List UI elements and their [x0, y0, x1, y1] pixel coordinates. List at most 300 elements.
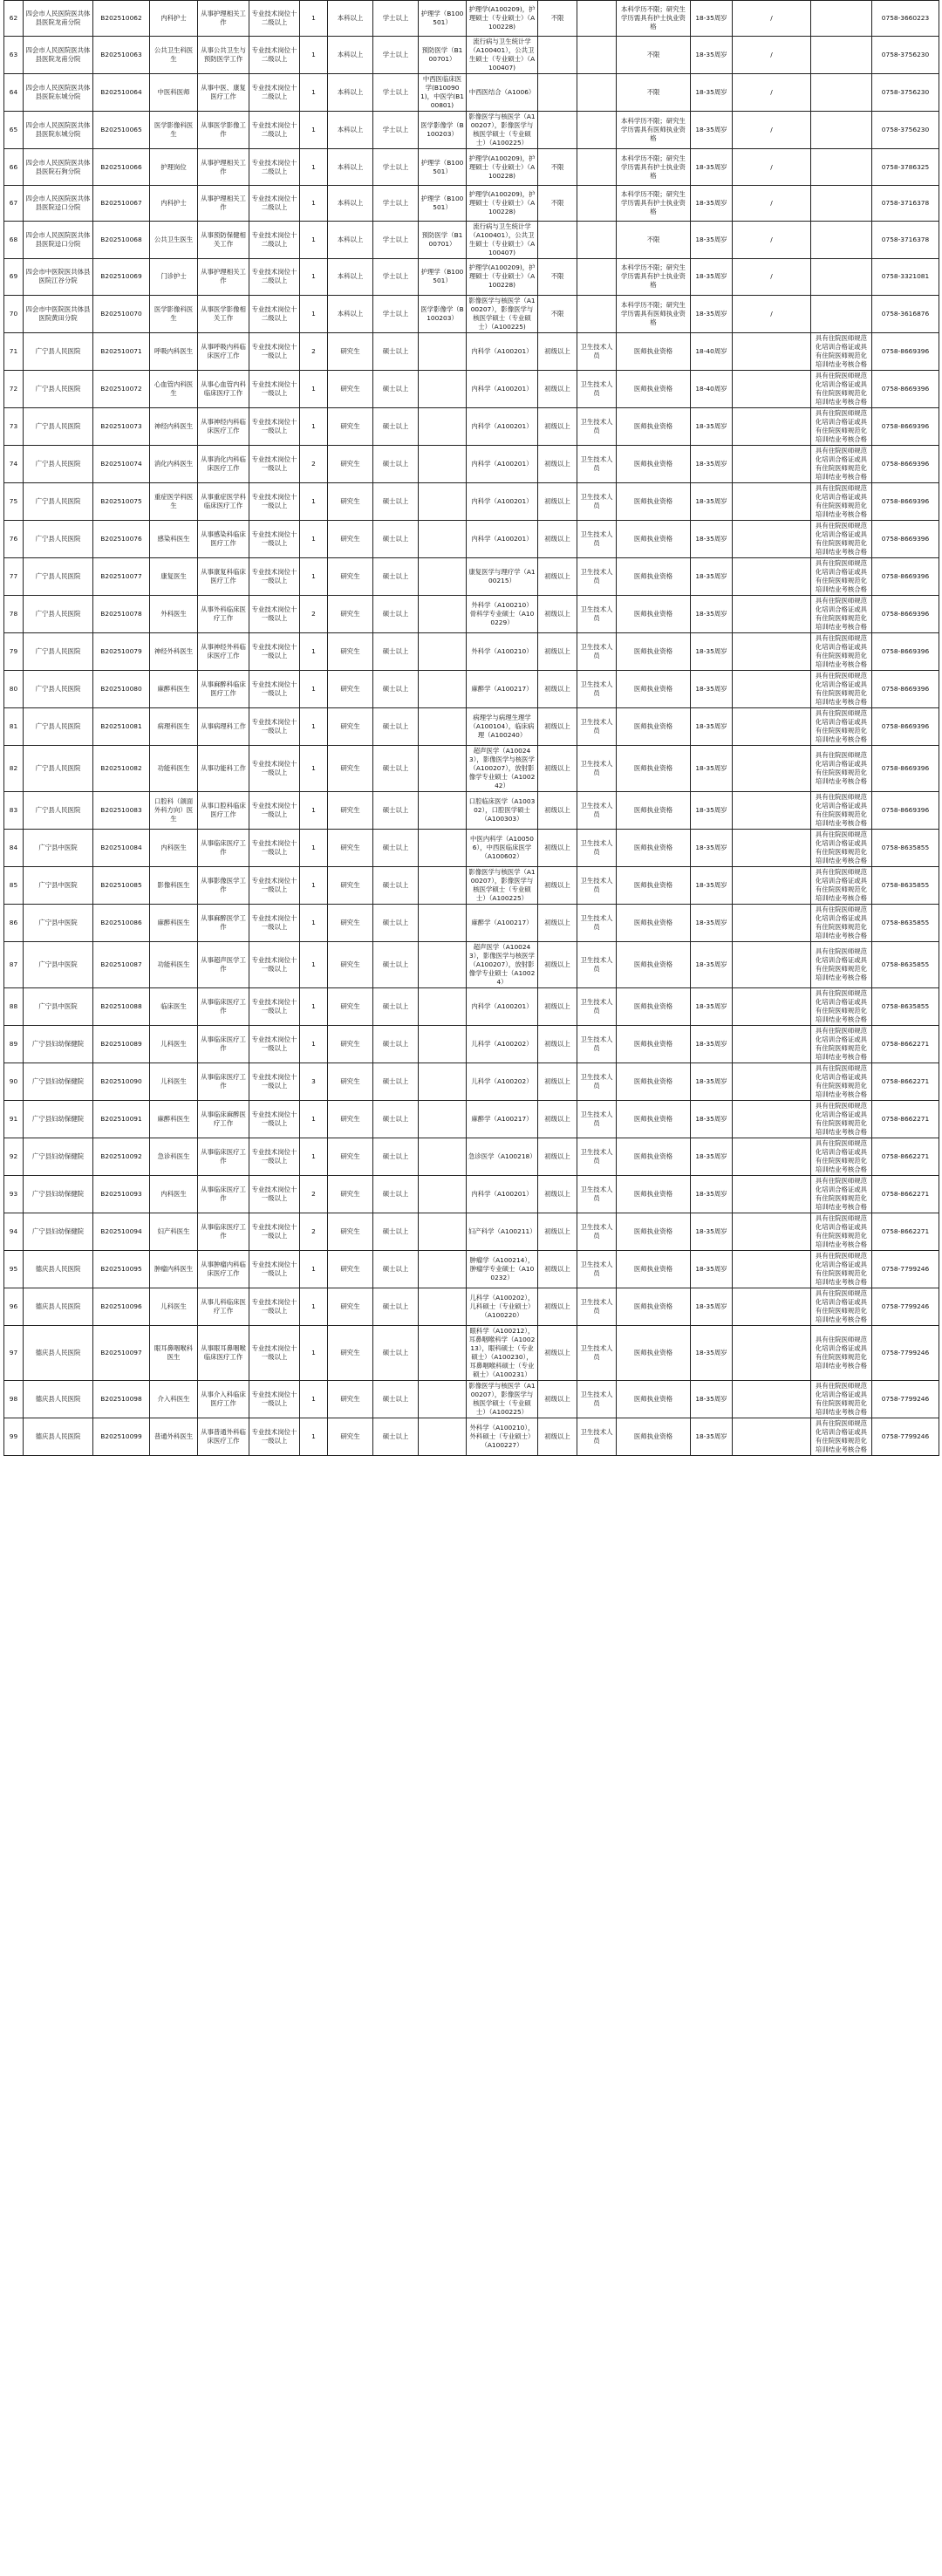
- staff-category-cell: 卫生技术人员: [577, 987, 617, 1025]
- postgrad-major-cell: 儿科学（A100202），儿科硕士（专业硕士）（A100220）: [467, 1288, 538, 1325]
- unit-name-cell: 广宁县人民医院: [24, 707, 93, 745]
- hire-count-cell: 1: [300, 185, 328, 221]
- extra-condition-cell: [811, 149, 872, 185]
- staff-category-cell: [577, 222, 617, 259]
- undergrad-major-cell: [419, 595, 467, 632]
- degree-cell: 学士以上: [373, 185, 419, 221]
- undergrad-major-cell: [419, 632, 467, 670]
- extra-condition-cell: 具有住院医师规范化培训合格证或具有住院医师规范化培训结业考核合格: [811, 941, 872, 987]
- row-number-cell: 99: [4, 1418, 24, 1455]
- undergrad-major-cell: [419, 987, 467, 1025]
- post-code-cell: B202510086: [93, 904, 150, 941]
- hire-count-cell: 1: [300, 1138, 328, 1175]
- postgrad-major-cell: 眼科学（A100212），耳鼻咽喉科学（A100213），眼科硕士（专业硕士）（A100230），耳鼻咽喉科硕士（专业硕士）（A100231）: [467, 1325, 538, 1380]
- age-requirement-cell: 18-35周岁: [691, 1213, 733, 1250]
- degree-cell: 硕士以上: [373, 707, 419, 745]
- postgrad-major-cell: 麻醉学（A100217）: [467, 670, 538, 707]
- extra-condition-cell: [811, 37, 872, 74]
- extra-condition-cell: 具有住院医师规范化培训合格证或具有住院医师规范化培训结业考核合格: [811, 595, 872, 632]
- other-requirement-cell: 医师执业资格: [617, 1250, 691, 1288]
- undergrad-major-cell: 医学影像学（B100203）: [419, 295, 467, 332]
- post-code-cell: B202510087: [93, 941, 150, 987]
- post-type-cell: 专业技术岗位十一级以上: [249, 904, 300, 941]
- post-description-cell: 从事康复科临床医疗工作: [198, 557, 249, 595]
- unit-name-cell: 德庆县人民医院: [24, 1250, 93, 1288]
- postgrad-major-cell: 影像医学与核医学（A100207），影像医学与核医学硕士（专业硕士）（A100225）: [467, 112, 538, 149]
- undergrad-major-cell: [419, 866, 467, 904]
- education-cell: 研究生: [328, 707, 373, 745]
- degree-cell: 学士以上: [373, 259, 419, 295]
- degree-cell: 硕士以上: [373, 866, 419, 904]
- degree-cell: 硕士以上: [373, 1325, 419, 1380]
- post-name-cell: 临床医生: [150, 987, 198, 1025]
- post-description-cell: 从事呼吸内科临床医疗工作: [198, 332, 249, 370]
- post-name-cell: 医学影像科医生: [150, 112, 198, 149]
- post-name-cell: 外科医生: [150, 595, 198, 632]
- staff-category-cell: 卫生技术人员: [577, 445, 617, 482]
- degree-cell: 硕士以上: [373, 595, 419, 632]
- other-requirement-cell: 医师执业资格: [617, 632, 691, 670]
- post-code-cell: B202510066: [93, 149, 150, 185]
- postgrad-major-cell: 麻醉学（A100217）: [467, 1100, 538, 1138]
- unit-name-cell: 广宁县人民医院: [24, 632, 93, 670]
- title-requirement-cell: 初级以上: [538, 941, 577, 987]
- remark-cell: [733, 595, 811, 632]
- degree-cell: 硕士以上: [373, 829, 419, 866]
- education-cell: 研究生: [328, 1138, 373, 1175]
- title-requirement-cell: 初级以上: [538, 1025, 577, 1063]
- row-number-cell: 70: [4, 295, 24, 332]
- post-name-cell: 麻醉科医生: [150, 1100, 198, 1138]
- remark-cell: /: [733, 295, 811, 332]
- other-requirement-cell: 医师执业资格: [617, 332, 691, 370]
- postgrad-major-cell: 超声医学（A100243），影像医学与核医学（A100207），放射影像学专业硕士（A100242）: [467, 745, 538, 791]
- post-name-cell: 功能科医生: [150, 941, 198, 987]
- degree-cell: 硕士以上: [373, 1175, 419, 1213]
- contact-phone-cell: 0758-8635855: [872, 829, 939, 866]
- education-cell: 研究生: [328, 520, 373, 557]
- education-cell: 研究生: [328, 1380, 373, 1418]
- post-name-cell: 神经内科医生: [150, 407, 198, 445]
- other-requirement-cell: 医师执业资格: [617, 866, 691, 904]
- degree-cell: 硕士以上: [373, 904, 419, 941]
- degree-cell: 学士以上: [373, 295, 419, 332]
- hire-count-cell: 1: [300, 74, 328, 112]
- undergrad-major-cell: [419, 791, 467, 829]
- post-code-cell: B202510077: [93, 557, 150, 595]
- contact-phone-cell: 0758-8662271: [872, 1063, 939, 1100]
- postgrad-major-cell: 外科学（A100210）: [467, 632, 538, 670]
- remark-cell: [733, 1418, 811, 1455]
- row-number-cell: 95: [4, 1250, 24, 1288]
- education-cell: 研究生: [328, 557, 373, 595]
- remark-cell: [733, 1288, 811, 1325]
- post-type-cell: 专业技术岗位十一级以上: [249, 866, 300, 904]
- unit-name-cell: 四会市人民医院医共体县医院迳口分院: [24, 222, 93, 259]
- other-requirement-cell: 本科学历不限；研究生学历需具有医师执业资格: [617, 295, 691, 332]
- extra-condition-cell: 具有住院医师规范化培训合格证或具有住院医师规范化培训结业考核合格: [811, 745, 872, 791]
- other-requirement-cell: 医师执业资格: [617, 370, 691, 407]
- unit-name-cell: 广宁县人民医院: [24, 445, 93, 482]
- undergrad-major-cell: [419, 670, 467, 707]
- row-number-cell: 66: [4, 149, 24, 185]
- postgrad-major-cell: 影像医学与核医学（A100207），影像医学与核医学硕士（专业硕士）（A100225）: [467, 866, 538, 904]
- post-code-cell: B202510088: [93, 987, 150, 1025]
- post-name-cell: 功能科医生: [150, 745, 198, 791]
- remark-cell: [733, 829, 811, 866]
- other-requirement-cell: 医师执业资格: [617, 987, 691, 1025]
- education-cell: 研究生: [328, 1025, 373, 1063]
- age-requirement-cell: 18-40周岁: [691, 370, 733, 407]
- unit-name-cell: 广宁县中医院: [24, 829, 93, 866]
- post-description-cell: 从事临床医疗工作: [198, 1175, 249, 1213]
- extra-condition-cell: 具有住院医师规范化培训合格证或具有住院医师规范化培训结业考核合格: [811, 445, 872, 482]
- title-requirement-cell: 初级以上: [538, 1138, 577, 1175]
- staff-category-cell: 卫生技术人员: [577, 370, 617, 407]
- post-type-cell: 专业技术岗位十一级以上: [249, 557, 300, 595]
- post-name-cell: 病理科医生: [150, 707, 198, 745]
- post-name-cell: 内科医生: [150, 1175, 198, 1213]
- contact-phone-cell: 0758-3756230: [872, 74, 939, 112]
- post-type-cell: 专业技术岗位十一级以上: [249, 987, 300, 1025]
- education-cell: 本科以上: [328, 74, 373, 112]
- table-row: [4, 1213, 939, 1250]
- post-code-cell: B202510096: [93, 1288, 150, 1325]
- other-requirement-cell: 医师执业资格: [617, 791, 691, 829]
- postgrad-major-cell: 外科学（A100210）骨科学专业硕士（A100229）: [467, 595, 538, 632]
- unit-name-cell: 四会市中医院医共体县医院江谷分院: [24, 259, 93, 295]
- title-requirement-cell: [538, 74, 577, 112]
- contact-phone-cell: 0758-8662271: [872, 1213, 939, 1250]
- title-requirement-cell: 初级以上: [538, 332, 577, 370]
- table-row: [4, 1250, 939, 1288]
- contact-phone-cell: 0758-7799246: [872, 1325, 939, 1380]
- postgrad-major-cell: 儿科学（A100202）: [467, 1025, 538, 1063]
- degree-cell: 硕士以上: [373, 941, 419, 987]
- postgrad-major-cell: 康复医学与理疗学（A100215）: [467, 557, 538, 595]
- postgrad-major-cell: 内科学（A100201）: [467, 1175, 538, 1213]
- post-code-cell: B202510095: [93, 1250, 150, 1288]
- remark-cell: [733, 1250, 811, 1288]
- post-description-cell: 从事麻醉科临床医疗工作: [198, 670, 249, 707]
- post-name-cell: 麻醉科医生: [150, 904, 198, 941]
- postgrad-major-cell: 麻醉学（A100217）: [467, 904, 538, 941]
- post-name-cell: 口腔科（颌面外科方向）医生: [150, 791, 198, 829]
- post-description-cell: 从事眼耳鼻咽喉临床医疗工作: [198, 1325, 249, 1380]
- post-description-cell: 从事医学影像工作: [198, 112, 249, 149]
- age-requirement-cell: 18-35周岁: [691, 557, 733, 595]
- post-code-cell: B202510062: [93, 1, 150, 37]
- table-row: [4, 482, 939, 520]
- undergrad-major-cell: [419, 1213, 467, 1250]
- row-number-cell: 72: [4, 370, 24, 407]
- hire-count-cell: 2: [300, 445, 328, 482]
- unit-name-cell: 广宁县中医院: [24, 941, 93, 987]
- unit-name-cell: 广宁县人民医院: [24, 745, 93, 791]
- contact-phone-cell: 0758-3716378: [872, 222, 939, 259]
- extra-condition-cell: 具有住院医师规范化培训合格证或具有住院医师规范化培训结业考核合格: [811, 829, 872, 866]
- other-requirement-cell: 不限: [617, 74, 691, 112]
- row-number-cell: 76: [4, 520, 24, 557]
- contact-phone-cell: 0758-8669396: [872, 707, 939, 745]
- degree-cell: 硕士以上: [373, 1380, 419, 1418]
- hire-count-cell: 1: [300, 112, 328, 149]
- education-cell: 研究生: [328, 670, 373, 707]
- age-requirement-cell: 18-35周岁: [691, 37, 733, 74]
- post-description-cell: 从事介入科临床医疗工作: [198, 1380, 249, 1418]
- contact-phone-cell: 0758-8669396: [872, 632, 939, 670]
- post-type-cell: 专业技术岗位十一级以上: [249, 1063, 300, 1100]
- contact-phone-cell: 0758-8669396: [872, 445, 939, 482]
- post-name-cell: 麻醉科医生: [150, 670, 198, 707]
- remark-cell: [733, 482, 811, 520]
- hire-count-cell: 1: [300, 941, 328, 987]
- hire-count-cell: 2: [300, 1175, 328, 1213]
- remark-cell: [733, 520, 811, 557]
- remark-cell: [733, 370, 811, 407]
- post-code-cell: B202510065: [93, 112, 150, 149]
- remark-cell: /: [733, 259, 811, 295]
- post-description-cell: 从事护理相关工作: [198, 259, 249, 295]
- post-name-cell: 肿瘤内科医生: [150, 1250, 198, 1288]
- education-cell: 研究生: [328, 904, 373, 941]
- remark-cell: [733, 332, 811, 370]
- title-requirement-cell: [538, 222, 577, 259]
- post-description-cell: 从事口腔科临床医疗工作: [198, 791, 249, 829]
- post-name-cell: 儿科医生: [150, 1288, 198, 1325]
- extra-condition-cell: 具有住院医师规范化培训合格证或具有住院医师规范化培训结业考核合格: [811, 1063, 872, 1100]
- hire-count-cell: 1: [300, 1418, 328, 1455]
- age-requirement-cell: 18-35周岁: [691, 149, 733, 185]
- unit-name-cell: 德庆县人民医院: [24, 1288, 93, 1325]
- contact-phone-cell: 0758-8669396: [872, 791, 939, 829]
- post-code-cell: B202510064: [93, 74, 150, 112]
- hire-count-cell: 2: [300, 595, 328, 632]
- degree-cell: 硕士以上: [373, 445, 419, 482]
- age-requirement-cell: 18-35周岁: [691, 670, 733, 707]
- postgrad-major-cell: 妇产科学（A100211）: [467, 1213, 538, 1250]
- hire-count-cell: 1: [300, 259, 328, 295]
- post-type-cell: 专业技术岗位十二级以上: [249, 74, 300, 112]
- age-requirement-cell: 18-35周岁: [691, 259, 733, 295]
- education-cell: 研究生: [328, 445, 373, 482]
- row-number-cell: 69: [4, 259, 24, 295]
- post-type-cell: 专业技术岗位十一级以上: [249, 791, 300, 829]
- undergrad-major-cell: [419, 707, 467, 745]
- other-requirement-cell: 医师执业资格: [617, 1100, 691, 1138]
- contact-phone-cell: 0758-8669396: [872, 482, 939, 520]
- undergrad-major-cell: 护理学（B100501）: [419, 259, 467, 295]
- post-name-cell: 介入科医生: [150, 1380, 198, 1418]
- education-cell: 本科以上: [328, 259, 373, 295]
- unit-name-cell: 广宁县人民医院: [24, 407, 93, 445]
- post-description-cell: 从事外科临床医疗工作: [198, 595, 249, 632]
- degree-cell: 学士以上: [373, 149, 419, 185]
- extra-condition-cell: 具有住院医师规范化培训合格证或具有住院医师规范化培训结业考核合格: [811, 866, 872, 904]
- post-type-cell: 专业技术岗位十一级以上: [249, 1025, 300, 1063]
- unit-name-cell: 四会市人民医院医共体县医院龙甫分院: [24, 37, 93, 74]
- education-cell: 本科以上: [328, 37, 373, 74]
- post-type-cell: 专业技术岗位十一级以上: [249, 1100, 300, 1138]
- post-description-cell: 从事护理相关工作: [198, 149, 249, 185]
- row-number-cell: 71: [4, 332, 24, 370]
- unit-name-cell: 四会市人民医院医共体县医院迳口分院: [24, 185, 93, 221]
- age-requirement-cell: 18-35周岁: [691, 520, 733, 557]
- hire-count-cell: 1: [300, 829, 328, 866]
- extra-condition-cell: 具有住院医师规范化培训合格证或具有住院医师规范化培训结业考核合格: [811, 370, 872, 407]
- age-requirement-cell: 18-35周岁: [691, 1175, 733, 1213]
- contact-phone-cell: 0758-8669396: [872, 370, 939, 407]
- table-row: [4, 1100, 939, 1138]
- other-requirement-cell: 医师执业资格: [617, 1380, 691, 1418]
- contact-phone-cell: 0758-8669396: [872, 557, 939, 595]
- post-name-cell: 神经外科医生: [150, 632, 198, 670]
- hire-count-cell: 1: [300, 707, 328, 745]
- post-name-cell: 眼耳鼻咽喉科医生: [150, 1325, 198, 1380]
- education-cell: 研究生: [328, 829, 373, 866]
- age-requirement-cell: 18-35周岁: [691, 707, 733, 745]
- other-requirement-cell: 医师执业资格: [617, 407, 691, 445]
- title-requirement-cell: 不限: [538, 259, 577, 295]
- hire-count-cell: 1: [300, 866, 328, 904]
- post-type-cell: 专业技术岗位十一级以上: [249, 632, 300, 670]
- row-number-cell: 64: [4, 74, 24, 112]
- contact-phone-cell: 0758-7799246: [872, 1288, 939, 1325]
- other-requirement-cell: 医师执业资格: [617, 904, 691, 941]
- postgrad-major-cell: 护理学(A100209)，护理硕士（专业硕士）（A100228): [467, 259, 538, 295]
- title-requirement-cell: [538, 112, 577, 149]
- post-code-cell: B202510081: [93, 707, 150, 745]
- unit-name-cell: 四会市人民医院医共体县医院龙甫分院: [24, 1, 93, 37]
- table-row: [4, 987, 939, 1025]
- age-requirement-cell: 18-35周岁: [691, 1138, 733, 1175]
- hire-count-cell: 1: [300, 987, 328, 1025]
- contact-phone-cell: 0758-3321081: [872, 259, 939, 295]
- row-number-cell: 98: [4, 1380, 24, 1418]
- staff-category-cell: 卫生技术人员: [577, 670, 617, 707]
- hire-count-cell: 1: [300, 1288, 328, 1325]
- title-requirement-cell: 不限: [538, 1, 577, 37]
- row-number-cell: 78: [4, 595, 24, 632]
- title-requirement-cell: 初级以上: [538, 445, 577, 482]
- postgrad-major-cell: 内科学（A100201）: [467, 520, 538, 557]
- education-cell: 研究生: [328, 1288, 373, 1325]
- staff-category-cell: 卫生技术人员: [577, 1138, 617, 1175]
- degree-cell: 硕士以上: [373, 332, 419, 370]
- remark-cell: [733, 1100, 811, 1138]
- post-type-cell: 专业技术岗位十一级以上: [249, 1175, 300, 1213]
- other-requirement-cell: 本科学历不限；研究生学历需具有护士执业资格: [617, 1, 691, 37]
- staff-category-cell: [577, 1, 617, 37]
- remark-cell: [733, 1063, 811, 1100]
- remark-cell: /: [733, 74, 811, 112]
- table-row: [4, 295, 939, 332]
- age-requirement-cell: 18-35周岁: [691, 185, 733, 221]
- row-number-cell: 96: [4, 1288, 24, 1325]
- table-row: [4, 1380, 939, 1418]
- degree-cell: 硕士以上: [373, 370, 419, 407]
- education-cell: 研究生: [328, 1418, 373, 1455]
- table-row: [4, 557, 939, 595]
- staff-category-cell: [577, 259, 617, 295]
- extra-condition-cell: 具有住院医师规范化培训合格证或具有住院医师规范化培训结业考核合格: [811, 670, 872, 707]
- post-name-cell: 心血管内科医生: [150, 370, 198, 407]
- remark-cell: [733, 670, 811, 707]
- other-requirement-cell: 医师执业资格: [617, 1063, 691, 1100]
- post-type-cell: 专业技术岗位十一级以上: [249, 1418, 300, 1455]
- other-requirement-cell: 医师执业资格: [617, 707, 691, 745]
- unit-name-cell: 广宁县人民医院: [24, 332, 93, 370]
- row-number-cell: 92: [4, 1138, 24, 1175]
- unit-name-cell: 德庆县人民医院: [24, 1325, 93, 1380]
- post-name-cell: 康复医生: [150, 557, 198, 595]
- undergrad-major-cell: [419, 904, 467, 941]
- post-name-cell: 重症医学科医生: [150, 482, 198, 520]
- unit-name-cell: 广宁县人民医院: [24, 595, 93, 632]
- recruitment-table: [3, 0, 939, 1456]
- other-requirement-cell: 医师执业资格: [617, 557, 691, 595]
- education-cell: 研究生: [328, 370, 373, 407]
- other-requirement-cell: 医师执业资格: [617, 1175, 691, 1213]
- education-cell: 本科以上: [328, 1, 373, 37]
- remark-cell: [733, 904, 811, 941]
- extra-condition-cell: 具有住院医师规范化培训合格证或具有住院医师规范化培训结业考核合格: [811, 1025, 872, 1063]
- education-cell: 研究生: [328, 1175, 373, 1213]
- age-requirement-cell: 18-35周岁: [691, 1100, 733, 1138]
- post-type-cell: 专业技术岗位十二级以上: [249, 37, 300, 74]
- post-description-cell: 从事临床医疗工作: [198, 829, 249, 866]
- hire-count-cell: 1: [300, 745, 328, 791]
- undergrad-major-cell: [419, 445, 467, 482]
- post-name-cell: 内科医生: [150, 829, 198, 866]
- post-name-cell: 内科护士: [150, 1, 198, 37]
- degree-cell: 学士以上: [373, 37, 419, 74]
- extra-condition-cell: 具有住院医师规范化培训合格证或具有住院医师规范化培训结业考核合格: [811, 1380, 872, 1418]
- hire-count-cell: 1: [300, 222, 328, 259]
- staff-category-cell: 卫生技术人员: [577, 520, 617, 557]
- row-number-cell: 68: [4, 222, 24, 259]
- education-cell: 研究生: [328, 407, 373, 445]
- education-cell: 研究生: [328, 1063, 373, 1100]
- staff-category-cell: 卫生技术人员: [577, 332, 617, 370]
- remark-cell: /: [733, 1, 811, 37]
- other-requirement-cell: 医师执业资格: [617, 1213, 691, 1250]
- post-name-cell: 公共卫生医生: [150, 222, 198, 259]
- education-cell: 研究生: [328, 987, 373, 1025]
- other-requirement-cell: 医师执业资格: [617, 1288, 691, 1325]
- education-cell: 本科以上: [328, 295, 373, 332]
- staff-category-cell: [577, 37, 617, 74]
- undergrad-major-cell: [419, 332, 467, 370]
- unit-name-cell: 广宁县人民医院: [24, 520, 93, 557]
- undergrad-major-cell: [419, 482, 467, 520]
- unit-name-cell: 广宁县中医院: [24, 987, 93, 1025]
- table-row: [4, 1288, 939, 1325]
- post-code-cell: B202510071: [93, 332, 150, 370]
- unit-name-cell: 广宁县人民医院: [24, 557, 93, 595]
- age-requirement-cell: 18-35周岁: [691, 445, 733, 482]
- table-row: [4, 670, 939, 707]
- contact-phone-cell: 0758-8662271: [872, 1100, 939, 1138]
- unit-name-cell: 广宁县妇幼保健院: [24, 1100, 93, 1138]
- row-number-cell: 83: [4, 791, 24, 829]
- staff-category-cell: [577, 112, 617, 149]
- extra-condition-cell: [811, 1, 872, 37]
- degree-cell: 学士以上: [373, 74, 419, 112]
- post-type-cell: 专业技术岗位十一级以上: [249, 482, 300, 520]
- post-type-cell: 专业技术岗位十二级以上: [249, 112, 300, 149]
- title-requirement-cell: 不限: [538, 185, 577, 221]
